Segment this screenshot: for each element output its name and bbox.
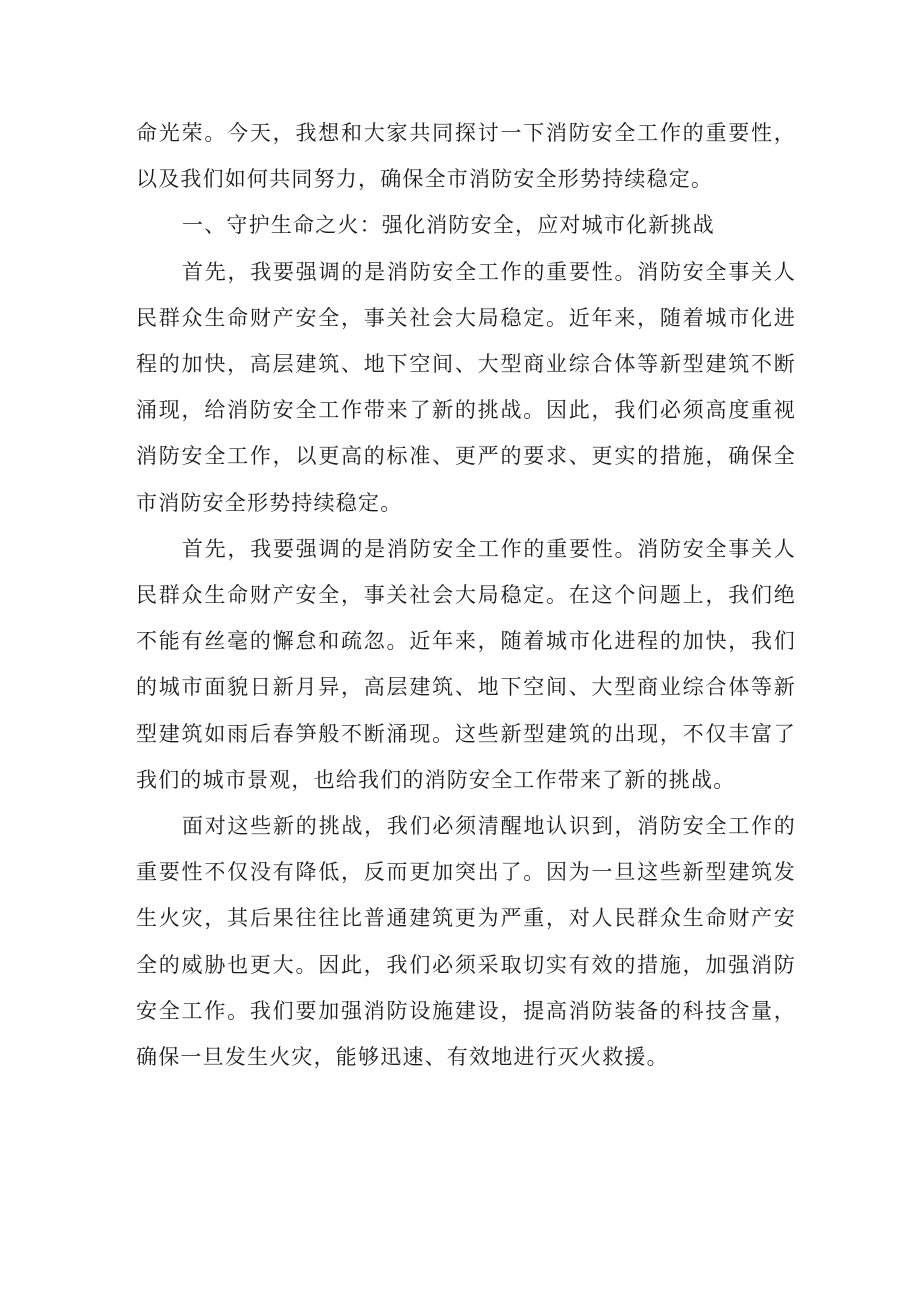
section-heading: 一、守护生命之火：强化消防安全，应对城市化新挑战 bbox=[182, 213, 715, 238]
paragraph: 首先，我要强调的是消防安全工作的重要性。消防安全事关人民群众生命财产安全，事关社会大局稳定。在这个问题上，我们绝不能有丝毫的懈怠和疏忽。近年来，随着城市化进程的加快，我们的城市面貌日新月异，高层建筑、地下空间、大型商业综合体等新型建筑如雨后春笋般不断涌现。这些新型建筑的出现，不仅丰富了我们的城市景观，也给我们的消防安全工作带来了新的挑战。 bbox=[136, 536, 796, 792]
document-body bbox=[136, 110, 796, 1080]
paragraph: 面对这些新的挑战，我们必须清醒地认识到，消防安全工作的重要性不仅没有降低，反而更加突出了。因为一旦这些新型建筑发生火灾，其后果往往比普通建筑更为严重，对人民群众生命财产安全的威胁也更大。因此，我们必须采取切实有效的措施，加强消防安全工作。我们要加强消防设施建设，提高消防装备的科技含量，确保一旦发生火灾，能够迅速、有效地进行灭火救援。 bbox=[136, 814, 796, 1070]
paragraph: 首先，我要强调的是消防安全工作的重要性。消防安全事关人民群众生命财产安全，事关社会大局稳定。近年来，随着城市化进程的加快，高层建筑、地下空间、大型商业综合体等新型建筑不断涌现，给消防安全工作带来了新的挑战。因此，我们必须高度重视消防安全工作，以更高的标准、更严的要求、更实的措施，确保全市消防安全形势持续稳定。 bbox=[136, 259, 796, 515]
paragraph-continued: 命光荣。今天，我想和大家共同探讨一下消防安全工作的重要性，以及我们如何共同努力，确保全市消防安全形势持续稳定。 bbox=[136, 121, 796, 192]
